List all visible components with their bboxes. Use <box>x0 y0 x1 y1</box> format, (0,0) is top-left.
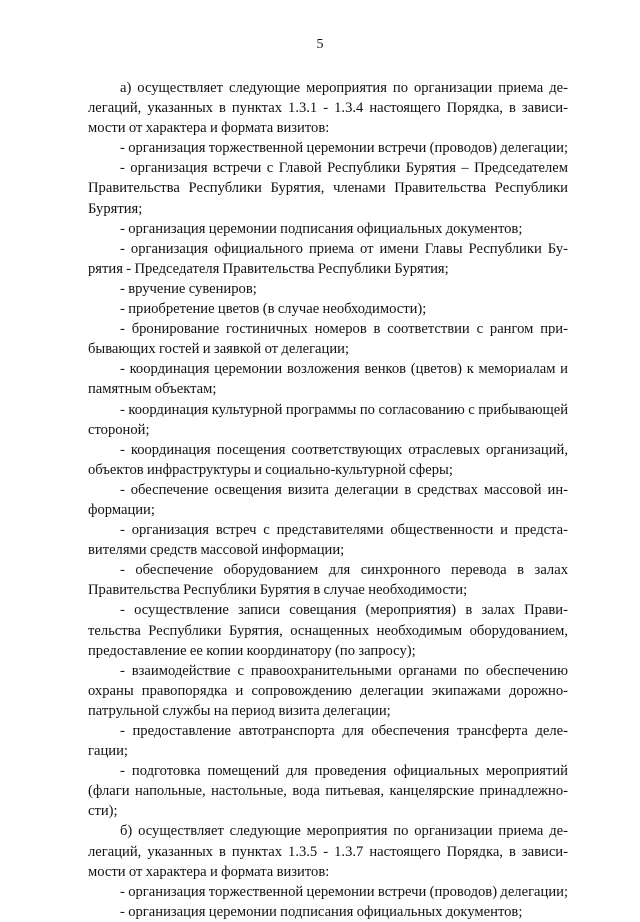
list-item: - организация торжественной церемонии встречи (проводов) делегации; <box>120 883 569 900</box>
list-item: - организация церемонии подписания официальных документов; <box>120 220 523 237</box>
list-item: - организация церемонии подписания официальных документов; <box>120 903 523 920</box>
list-item: - координация церемонии возложения венков (цветов) к мемориалам и памятным объектам; <box>88 361 568 398</box>
list-item: - предоставление автотранспорта для обеспечения трансферта делегации; <box>88 723 568 760</box>
list-item: - координация культурной программы по согласованию с прибывающей стороной; <box>88 401 568 438</box>
paragraph-intro-b: б) осуществляет следующие мероприятия по организации приема делегаций, указанных в пунктах 1.3.5 - 1.3.7 настоящего Порядка, в зависимости от характера и формата визитов: <box>88 823 568 880</box>
list-item: - обеспечение освещения визита делегации в средствах массовой информации; <box>88 481 568 518</box>
document-body <box>88 78 568 922</box>
list-item: - взаимодействие с правоохранительными органами по обеспечению охраны правопорядка и сопровождению делегации экипажами дорожно-патрульной службы на период визита делегации; <box>88 662 568 719</box>
list-item: - организация встреч с представителями общественности и представителями средств массовой информации; <box>88 522 568 559</box>
list-item: - бронирование гостиничных номеров в соответствии с рангом прибывающих гостей и заявкой от делегации; <box>88 321 568 358</box>
list-item: - координация посещения соответствующих отраслевых организаций, объектов инфраструктуры и социально-культурной сферы; <box>88 441 568 478</box>
list-item: - организация официального приема от имени Главы Республики Бурятия - Председателя Правительства Республики Бурятия; <box>88 240 568 277</box>
list-item: - обеспечение оборудованием для синхронного перевода в залах Правительства Республики Бурятия в случае необходимости; <box>88 562 568 599</box>
list-item: - приобретение цветов (в случае необходимости); <box>120 301 427 318</box>
list-item: - вручение сувениров; <box>120 280 257 297</box>
page-number: 5 <box>316 37 324 52</box>
list-item: - организация встречи с Главой Республики Бурятия – Председателем Правительства Республики Бурятия, членами Правительства Республики Бурятия; <box>88 160 568 217</box>
list-item: - подготовка помещений для проведения официальных мероприятий (флаги напольные, настольные, вода питьевая, канцелярские принадлежности); <box>88 763 568 820</box>
list-item: - осуществление записи совещания (мероприятия) в залах Правительства Республики Бурятия, оснащенных необходимым оборудованием, предоставление ее копии координатору (по запросу); <box>88 602 568 659</box>
paragraph-intro-a: а) осуществляет следующие мероприятия по организации приема делегаций, указанных в пунктах 1.3.1 - 1.3.4 настоящего Порядка, в зависимости от характера и формата визитов: <box>88 80 568 137</box>
list-item: - организация торжественной церемонии встречи (проводов) делегации; <box>120 140 569 157</box>
